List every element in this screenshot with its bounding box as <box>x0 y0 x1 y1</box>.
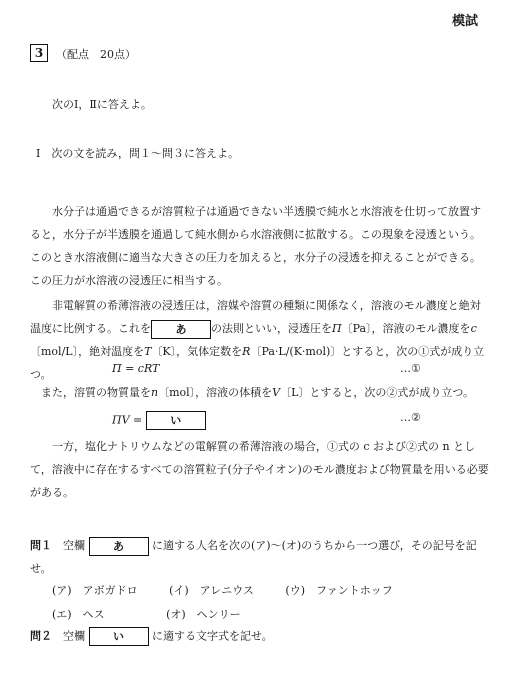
equation-1: Π = cRT <box>112 362 160 375</box>
choice-e: (エ) ヘス <box>52 608 105 621</box>
choice-o: (オ) ヘンリー <box>166 608 241 621</box>
exam-label: 模試 <box>452 14 479 29</box>
equation-1-number: …① <box>400 362 421 375</box>
passage-paragraph-1: 水分子は通過できるが溶質粒子は通過できない半透膜で純水と水溶液を仕切って放置すると，水分子が半透膜を通過して純水側から水溶液側に拡散する。この現象を浸透という。このとき水溶液側に適当な大きさの圧力を加えると，水分子の浸透を抑えることができる。この圧力が水溶液の浸透圧に相当する。 <box>30 205 481 287</box>
passage-paragraph-3: 一方，塩化ナトリウムなどの電解質の希薄溶液の場合，①式の c および②式の n として，溶液中に存在するすべての溶質粒子(分子やイオン)のモル濃度および物質量を用いる必要がある。 <box>30 440 489 499</box>
passage-line-moles: また，溶質の物質量をn〔mol〕，溶液の体積をV〔L〕とすると，次の②式が成り立つ。 <box>41 386 474 399</box>
choice-i: (イ) アレニウス <box>169 584 254 597</box>
q1-choices-row-2 <box>52 606 269 622</box>
q1-blank-a: あ <box>89 537 149 556</box>
q1-choices-row-1 <box>52 582 421 598</box>
passage-paragraph-2: 非電解質の希薄溶液の浸透圧は，溶媒や溶質の種類に関係なく，溶液のモル濃度と絶対温度に比例する。これを あ の法則といい，浸透圧をΠ〔Pa〕，溶液のモル濃度をc〔mol/L〕，絶対温度をT〔K〕，気体定数をR〔Pa·L/(K·mol)〕とすると，次の①式が成り立つ。 <box>30 299 485 381</box>
choice-a: (ア) アボガドロ <box>52 584 138 597</box>
question-1: 問１ 空欄 あ に適する人名を次の(ア)～(オ)のうちから一つ選び，その記号を記せ。 <box>30 534 490 580</box>
question-number: 3 <box>30 44 48 62</box>
equation-2: ΠV = い <box>112 411 206 430</box>
part1-title: Ⅰ 次の文を読み，問１～問３に答えよ。 <box>36 147 240 160</box>
blank-a: あ <box>151 320 211 339</box>
points-label: （配点 20点） <box>56 48 136 61</box>
q2-blank-i: い <box>89 627 149 646</box>
equation-2-number: …② <box>400 411 421 424</box>
question-intro: 次のⅠ，Ⅱに答えよ。 <box>52 98 152 111</box>
blank-i: い <box>146 411 206 430</box>
choice-u: (ウ) ファントホッフ <box>285 584 393 597</box>
question-2: 問２ 空欄 い に適する文字式を記せ。 <box>30 627 273 646</box>
